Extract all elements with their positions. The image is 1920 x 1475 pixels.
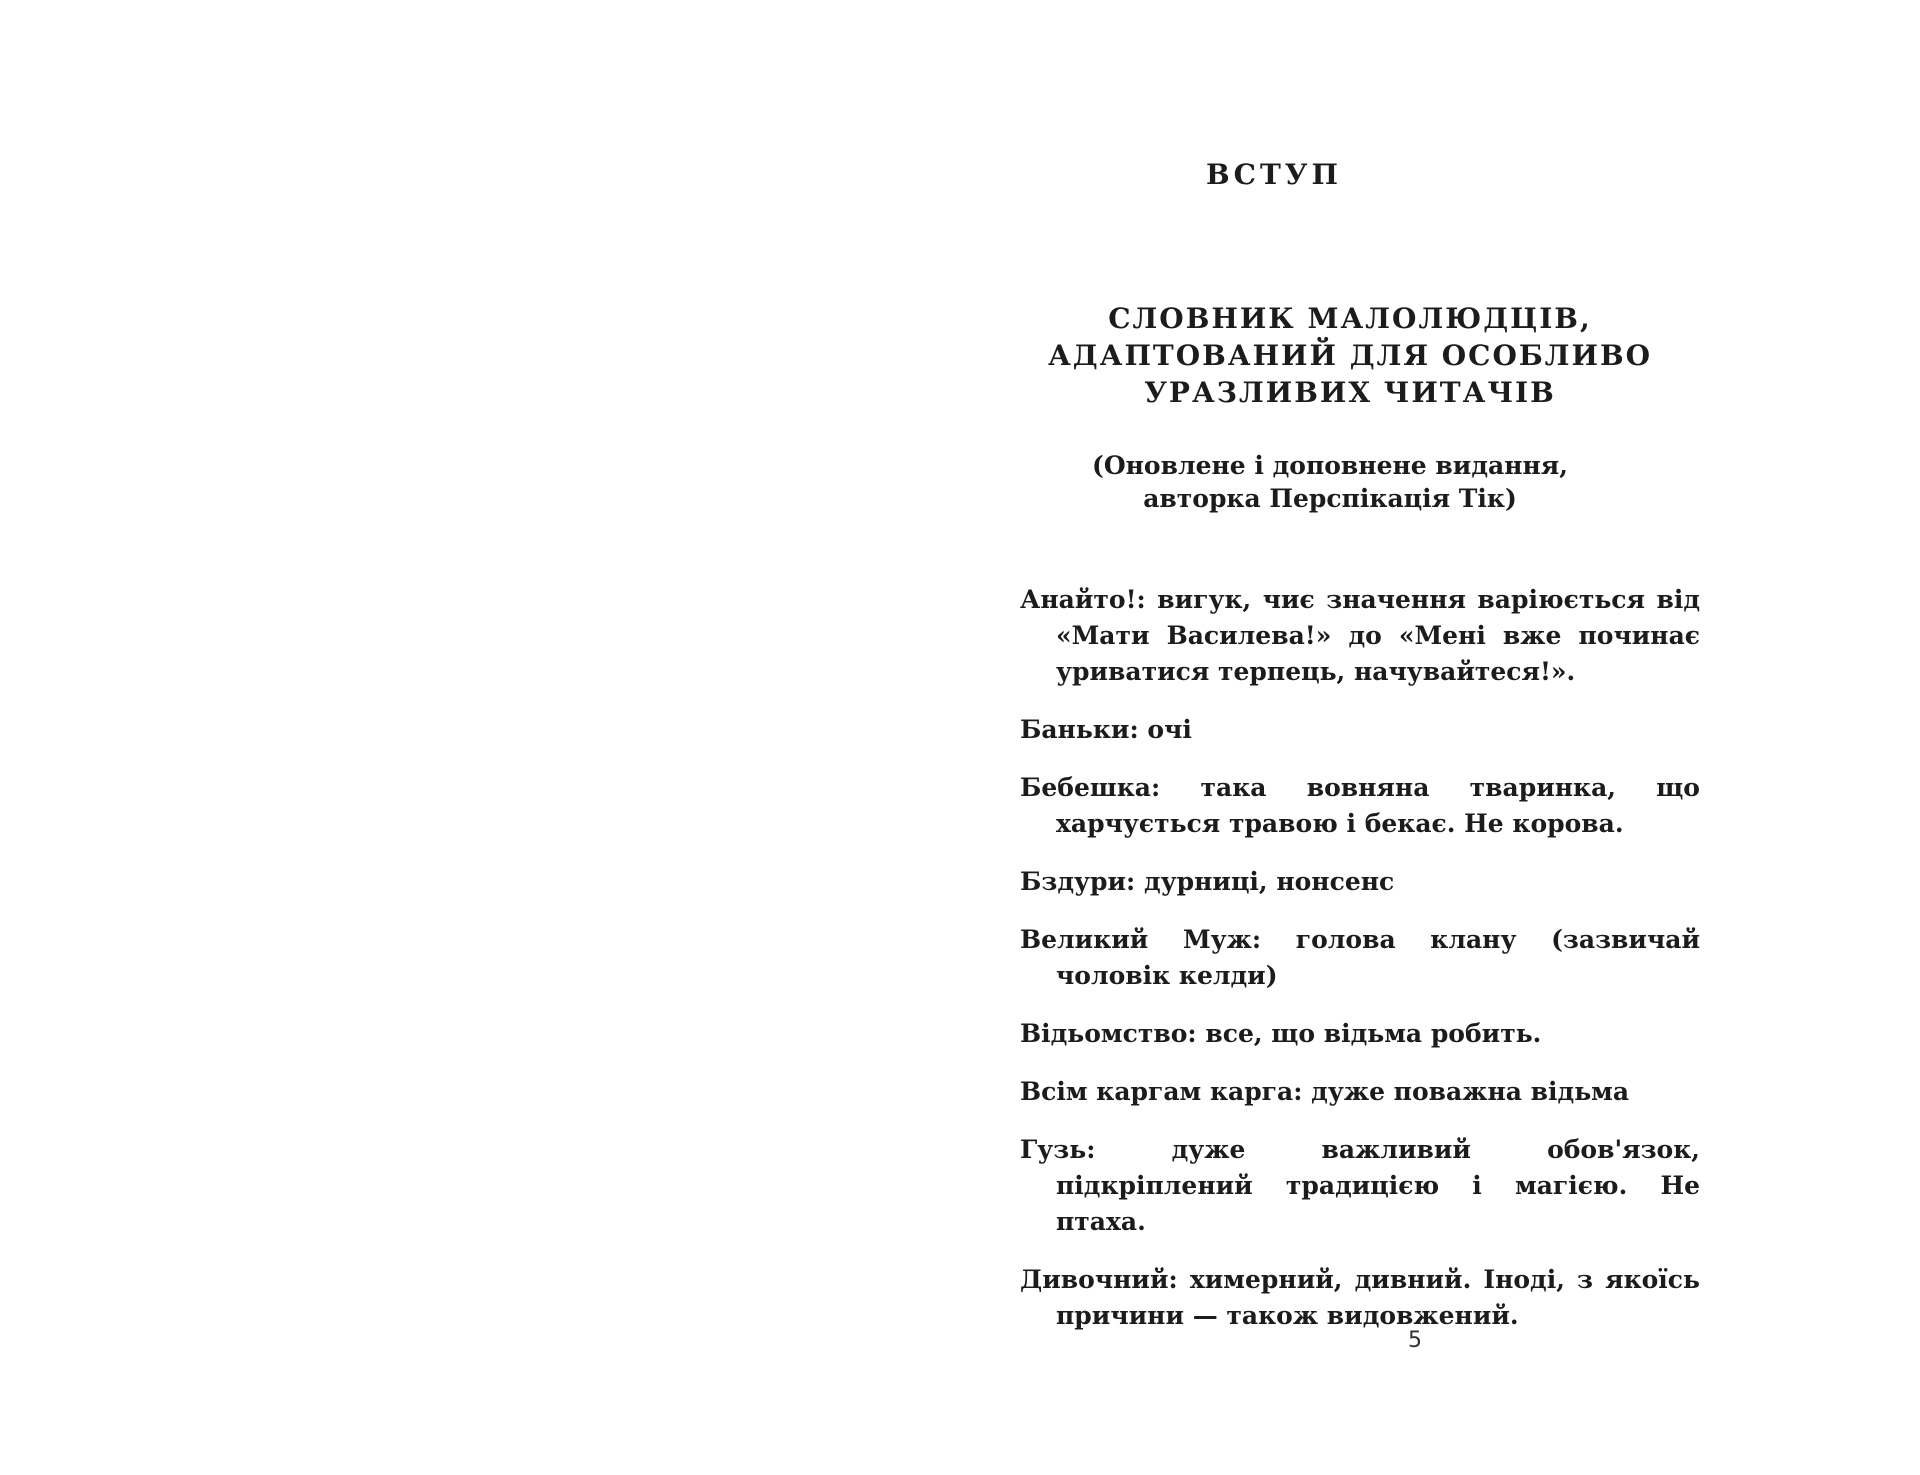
- glossary-entry: [1020, 1016, 1700, 1052]
- entry-definition: дурниці, нонсенс: [1143, 867, 1395, 896]
- entry-term: Дивочний: [1020, 1265, 1169, 1294]
- entry-definition: голова клану (зазвичай чоловік келди): [1056, 925, 1700, 990]
- glossary-entry: [1020, 770, 1700, 842]
- entry-separator: :: [1126, 867, 1136, 896]
- entry-separator: :: [1086, 1135, 1096, 1164]
- glossary-heading-line-3: УРАЗЛИВИХ ЧИТАЧІВ: [1144, 376, 1556, 409]
- entry-definition: все, що відьма робить.: [1205, 1019, 1542, 1048]
- entry-term: Баньки: [1020, 715, 1130, 744]
- entry-term: Всім каргам карга: [1020, 1077, 1294, 1106]
- entry-definition: дуже важливий обов'язок, підкріплений традицією і магією. Не птаха.: [1056, 1135, 1700, 1236]
- edition-subtitle-line-2: авторка Перспікація Тік): [1143, 484, 1517, 513]
- entry-definition: очі: [1147, 715, 1192, 744]
- glossary-heading-line-1: СЛОВНИК МАЛОЛЮДЦІВ,: [1108, 302, 1592, 335]
- entry-term: Відьомство: [1020, 1019, 1188, 1048]
- entry-separator: :: [1251, 925, 1262, 954]
- glossary-entry: [1020, 1132, 1700, 1240]
- entry-term: Гузь: [1020, 1135, 1087, 1164]
- glossary-entry: [1020, 864, 1700, 900]
- entry-term: Бебешка: [1020, 773, 1151, 802]
- entry-term: Великий Муж: [1020, 925, 1252, 954]
- glossary-list: [1020, 582, 1700, 1334]
- chapter-title: ВСТУП: [1206, 158, 1342, 191]
- entry-term: Анайто!: [1020, 585, 1137, 614]
- entry-separator: :: [1168, 1265, 1178, 1294]
- entry-separator: :: [1136, 585, 1146, 614]
- edition-subtitle: [1000, 449, 1660, 515]
- glossary-entry: [1020, 922, 1700, 994]
- glossary-entry: [1020, 1074, 1700, 1110]
- entry-separator: :: [1129, 715, 1139, 744]
- glossary-entry: [1020, 1262, 1700, 1334]
- glossary-entry: [1020, 712, 1700, 748]
- entry-separator: :: [1293, 1077, 1303, 1106]
- edition-subtitle-line-1: (Оновлене і доповнене видання,: [1092, 451, 1568, 480]
- entry-definition: химерний, дивний. Іноді, з якоїсь причини — також видовжений.: [1056, 1265, 1700, 1330]
- entry-term: Бздури: [1020, 867, 1127, 896]
- entry-definition: вигук, чиє значення варіюється від «Мати Василева!» до «Мені вже починає уриватися терпець, начувайтеся!».: [1056, 585, 1700, 686]
- page-number: 5: [1408, 1328, 1422, 1353]
- glossary-entry: [1020, 582, 1700, 690]
- entry-definition: така вовняна тваринка, що харчується травою і бекає. Не корова.: [1056, 773, 1700, 838]
- entry-definition: дуже поважна відьма: [1311, 1077, 1630, 1106]
- entry-separator: :: [1150, 773, 1161, 802]
- entry-separator: :: [1187, 1019, 1197, 1048]
- glossary-heading-line-2: АДАПТОВАНИЙ ДЛЯ ОСОБЛИВО: [1047, 339, 1653, 372]
- glossary-heading: [1020, 300, 1680, 411]
